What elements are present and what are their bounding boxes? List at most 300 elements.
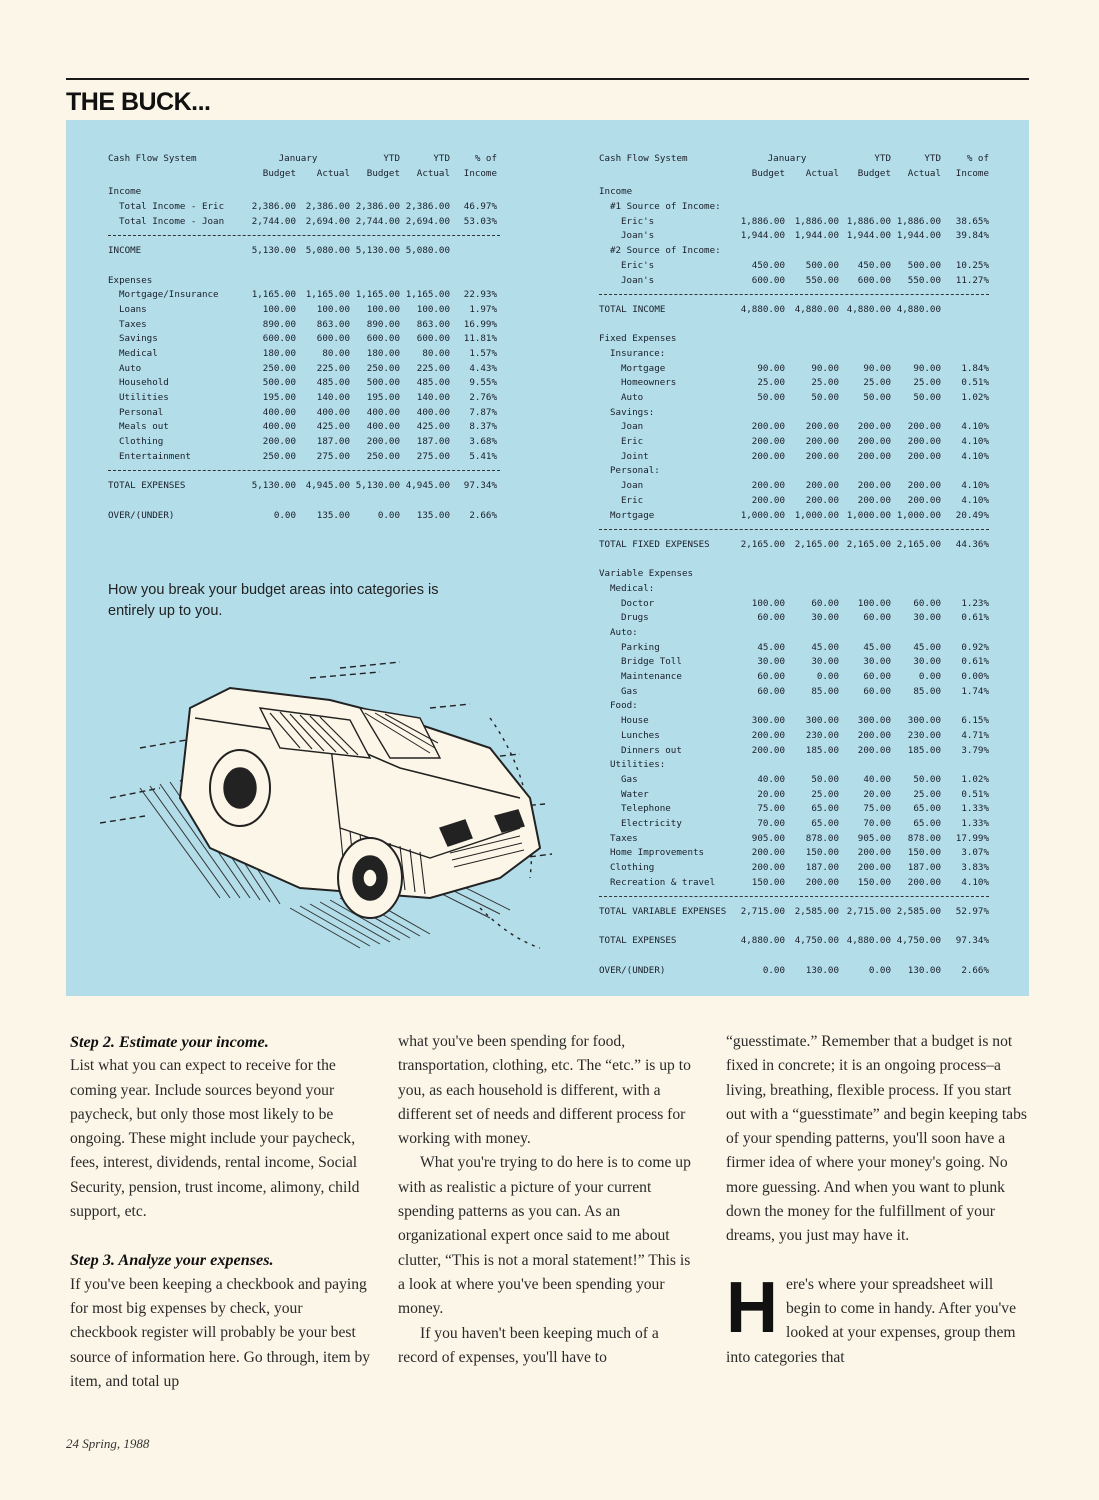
table-row [599, 582, 989, 597]
step2-heading: Step 2. Estimate your income. [70, 1033, 269, 1051]
cell-value: 200.00 [857, 744, 891, 756]
cell-value: 135.00 [316, 509, 350, 521]
table-row [599, 685, 989, 700]
cell-value: 200.00 [857, 729, 891, 741]
row-label: #1 Source of Income: [610, 201, 721, 213]
cell-value: 485.00 [316, 377, 350, 389]
row-label: Total Income - Eric [119, 201, 225, 213]
column-header: YTD [874, 153, 891, 164]
col3-paragraph-2 [726, 1267, 1028, 1370]
table-row [599, 479, 989, 494]
cell-value: 5,130.00 [251, 245, 296, 257]
table-row [599, 876, 989, 891]
table-row [599, 744, 989, 759]
cell-value: 0.00 [868, 964, 891, 976]
table-row [599, 714, 989, 729]
cell-value: 1,944.00 [896, 230, 941, 242]
row-label: Joan [621, 480, 644, 492]
table-header-row [108, 152, 500, 167]
cell-value: 2,386.00 [405, 201, 450, 213]
table-row [108, 288, 500, 303]
cell-value: 500.00 [805, 259, 839, 271]
cell-value: 45.00 [811, 641, 839, 653]
cell-value: 11.27% [955, 274, 989, 286]
cell-value: 1,165.00 [251, 289, 296, 301]
row-label: Joint [621, 450, 649, 462]
cell-value: 600.00 [416, 333, 450, 345]
cell-value: 2.66% [961, 964, 989, 976]
table-row [108, 509, 500, 524]
cell-value: 0.00 [918, 671, 941, 683]
sports-car-illustration [100, 648, 560, 978]
left-spreadsheet-table [108, 152, 500, 523]
cell-value: 425.00 [416, 421, 450, 433]
cell-value: 25.00 [811, 377, 839, 389]
table-row [599, 699, 989, 714]
cell-value: 2,744.00 [251, 215, 296, 227]
cell-value: 200.00 [751, 450, 785, 462]
cell-value: 600.00 [857, 274, 891, 286]
row-label: Homeowners [621, 377, 677, 389]
cell-value: 863.00 [316, 318, 350, 330]
cell-value: 0.00 [377, 509, 400, 521]
cell-value: 905.00 [751, 832, 785, 844]
step3-heading: Step 3. Analyze your expenses. [70, 1251, 274, 1270]
cell-value: 100.00 [416, 303, 450, 315]
cell-value: 1.23% [961, 597, 989, 609]
row-label: INCOME [108, 245, 142, 257]
cell-value: 0.00 [816, 671, 839, 683]
table-row [599, 435, 989, 450]
column-header: January [278, 153, 318, 164]
cell-value: 0.92% [961, 641, 989, 653]
cell-value: 70.00 [863, 817, 891, 829]
cell-value: 0.61% [961, 656, 989, 668]
cell-value: 200.00 [751, 480, 785, 492]
cell-value: 60.00 [757, 685, 785, 697]
column-header: % of [474, 153, 497, 164]
table-row [108, 259, 500, 274]
row-label: TOTAL VARIABLE EXPENSES [599, 906, 727, 918]
cell-value: 2,694.00 [405, 215, 450, 227]
cell-value: 45.00 [863, 641, 891, 653]
table-row [599, 259, 989, 274]
table-row [108, 435, 500, 450]
table-header-row [108, 167, 500, 182]
table-row [599, 861, 989, 876]
cell-value: 100.00 [316, 303, 350, 315]
cell-value: 485.00 [416, 377, 450, 389]
column-header: Budget [857, 167, 891, 179]
column-header: Income [955, 167, 989, 179]
cell-value: 25.00 [811, 788, 839, 800]
cell-value: 60.00 [757, 671, 785, 683]
table-row [599, 538, 989, 553]
table-row [108, 406, 500, 421]
row-label: Clothing [119, 436, 164, 448]
cell-value: 100.00 [857, 597, 891, 609]
cell-value: 1,165.00 [305, 289, 350, 301]
row-label: Food: [610, 700, 638, 712]
cell-value: 200.00 [805, 436, 839, 448]
cell-value: 450.00 [751, 259, 785, 271]
cell-value: 200.00 [907, 480, 941, 492]
cell-value: 85.00 [811, 685, 839, 697]
cell-value: 600.00 [366, 333, 400, 345]
table-row [599, 949, 989, 964]
cell-value: 5,130.00 [251, 480, 296, 492]
column-header: Budget [751, 167, 785, 179]
cell-value: 1,944.00 [846, 230, 891, 242]
cell-value: 65.00 [913, 803, 941, 815]
table-row [599, 185, 989, 200]
cell-value: 5,080.00 [305, 245, 350, 257]
cell-value: 25.00 [913, 377, 941, 389]
cell-value: 150.00 [805, 847, 839, 859]
row-label: Clothing [610, 862, 655, 873]
row-label: Taxes [119, 318, 147, 330]
cell-value: 3.83% [961, 862, 989, 873]
cell-value: 4.43% [469, 362, 497, 374]
row-label: Meals out [119, 421, 169, 433]
cell-value: 200.00 [805, 421, 839, 433]
table-row [599, 626, 989, 641]
cell-value: 20.00 [863, 788, 891, 800]
cell-value: 905.00 [857, 832, 891, 844]
row-label: TOTAL FIXED EXPENSES [599, 538, 710, 550]
cell-value: 1,000.00 [740, 509, 785, 521]
row-label: Total Income - Joan [119, 215, 225, 227]
dashed-line [599, 896, 989, 897]
cell-value: 200.00 [857, 494, 891, 506]
row-label: Insurance: [610, 347, 666, 359]
cell-value: 2.76% [469, 392, 497, 403]
row-label: Auto [119, 362, 142, 374]
cell-value: 130.00 [805, 964, 839, 976]
column-header: YTD [383, 153, 400, 164]
column-header: Budget [366, 167, 400, 179]
row-label: Variable Expenses [599, 568, 694, 580]
cell-value: 180.00 [262, 347, 296, 359]
column-header: Actual [805, 167, 839, 179]
cell-value: 200.00 [857, 421, 891, 433]
cell-value: 5,130.00 [355, 480, 400, 492]
cell-value: 4.71% [961, 729, 989, 741]
cell-value: 3.79% [961, 744, 989, 756]
table-row [108, 274, 500, 289]
cell-value: 200.00 [805, 480, 839, 492]
cell-value: 20.00 [757, 788, 785, 800]
cell-value: 4.10% [961, 436, 989, 448]
cell-value: 250.00 [262, 362, 296, 374]
top-rule [66, 78, 1029, 80]
cell-value: 4,880.00 [896, 303, 941, 315]
cell-value: 60.00 [913, 597, 941, 609]
cell-value: 1.02% [961, 392, 989, 403]
table-row [599, 773, 989, 788]
cell-value: 16.99% [463, 318, 497, 330]
cell-value: 150.00 [907, 847, 941, 859]
cell-value: 200.00 [857, 450, 891, 462]
row-label: Eric [621, 494, 644, 506]
row-label: Bridge Toll [621, 656, 682, 668]
row-label: Drugs [621, 612, 649, 624]
article-column-3 [726, 1030, 1028, 1370]
table-row [599, 362, 989, 377]
table-row [599, 509, 989, 524]
cell-value: 250.00 [262, 450, 296, 462]
row-label: Utilities [119, 392, 169, 403]
cell-value: 200.00 [751, 729, 785, 741]
table-row [599, 920, 989, 935]
table-row [599, 303, 989, 318]
cell-value: 1.02% [961, 773, 989, 785]
cell-value: 187.00 [316, 436, 350, 448]
cell-value: 200.00 [805, 876, 839, 888]
row-label: Joan's [621, 230, 655, 242]
table-row [108, 215, 500, 230]
row-label: Eric's [621, 215, 655, 227]
cell-value: 2,165.00 [794, 538, 839, 550]
cell-value: 425.00 [316, 421, 350, 433]
cell-value: 2,694.00 [305, 215, 350, 227]
row-label: Home Improvements [610, 847, 705, 859]
cell-value: 60.00 [757, 612, 785, 624]
cell-value: 50.00 [757, 392, 785, 403]
cell-value: 90.00 [913, 362, 941, 374]
cell-value: 200.00 [751, 847, 785, 859]
row-label: Utilities: [610, 759, 666, 771]
cell-value: 500.00 [907, 259, 941, 271]
cell-value: 4,750.00 [896, 935, 941, 947]
cell-value: 275.00 [416, 450, 450, 462]
cell-value: 25.00 [863, 377, 891, 389]
table-row [599, 964, 989, 979]
table-row [108, 332, 500, 347]
col2-paragraph-2: What you're trying to do here is to come up with as realistic a picture of your current spending patterns as you can. As an organizational expert once said to me about clutter, “This is not a moral statement!” This is a look at where you've been spending your money. [398, 1154, 691, 1318]
row-label: OVER/(UNDER) [599, 964, 666, 976]
cell-value: 195.00 [262, 392, 296, 403]
illustration-caption: How you break your budget areas into categories is entirely up to you. [108, 582, 439, 619]
cell-value: 2,715.00 [846, 906, 891, 918]
table-row [108, 391, 500, 406]
table-row [108, 450, 500, 465]
cell-value: 890.00 [262, 318, 296, 330]
row-label: Loans [119, 303, 147, 315]
cell-value: 400.00 [366, 421, 400, 433]
cell-value: 600.00 [262, 333, 296, 345]
cell-value: 878.00 [907, 832, 941, 844]
dashed-rule [108, 464, 500, 479]
cell-value: 200.00 [751, 494, 785, 506]
table-header-row [599, 167, 989, 182]
cell-value: 1,886.00 [794, 215, 839, 227]
cell-value: 50.00 [811, 392, 839, 403]
column-header: Actual [907, 167, 941, 179]
cell-value: 52.97% [955, 906, 989, 918]
cell-value: 3.07% [961, 847, 989, 859]
cell-value: 2,744.00 [355, 215, 400, 227]
right-spreadsheet-table [599, 152, 989, 979]
row-label: Joan [621, 421, 644, 433]
cell-value: 400.00 [316, 406, 350, 418]
cell-value: 187.00 [416, 436, 450, 448]
table-row [599, 670, 989, 685]
row-label: Expenses [108, 274, 153, 286]
cell-value: 30.00 [757, 656, 785, 668]
row-label: Parking [621, 641, 660, 653]
cell-value: 9.55% [469, 377, 497, 389]
cell-value: 200.00 [805, 494, 839, 506]
row-label: TOTAL EXPENSES [599, 935, 677, 947]
cell-value: 400.00 [262, 406, 296, 418]
row-label: Doctor [621, 597, 655, 609]
cell-value: 80.00 [322, 347, 350, 359]
cell-value: 0.00% [961, 671, 989, 683]
table-row [599, 905, 989, 920]
cell-value: 65.00 [913, 817, 941, 829]
cell-value: 3.68% [469, 436, 497, 448]
cell-value: 250.00 [366, 450, 400, 462]
cell-value: 300.00 [907, 715, 941, 727]
table-row [108, 494, 500, 509]
cell-value: 50.00 [863, 392, 891, 403]
cell-value: 30.00 [811, 612, 839, 624]
row-label: TOTAL INCOME [599, 303, 666, 315]
cell-value: 185.00 [907, 744, 941, 756]
page-folio: 24 Spring, 1988 [66, 1436, 150, 1451]
cell-value: 90.00 [811, 362, 839, 374]
cell-value: 1,944.00 [740, 230, 785, 242]
table-row [599, 817, 989, 832]
cell-value: 45.00 [757, 641, 785, 653]
column-header: Income [463, 167, 497, 179]
cell-value: 60.00 [863, 612, 891, 624]
cell-value: 300.00 [805, 715, 839, 727]
cell-value: 25.00 [913, 788, 941, 800]
cell-value: 180.00 [366, 347, 400, 359]
cell-value: 75.00 [863, 803, 891, 815]
cell-value: 4,945.00 [305, 480, 350, 492]
table-row [599, 494, 989, 509]
cell-value: 1,165.00 [355, 289, 400, 301]
column-header: Cash Flow System [599, 153, 688, 164]
cell-value: 2,165.00 [846, 538, 891, 550]
cell-value: 44.36% [955, 538, 989, 550]
table-row [599, 332, 989, 347]
cell-value: 11.81% [463, 333, 497, 345]
cell-value: 878.00 [805, 832, 839, 844]
table-row [599, 215, 989, 230]
cell-value: 200.00 [262, 436, 296, 448]
table-row [108, 185, 500, 200]
cell-value: 550.00 [805, 274, 839, 286]
cell-value: 2,585.00 [794, 906, 839, 918]
row-label: Maintenance [621, 671, 682, 683]
row-label: Fixed Expenses [599, 333, 677, 345]
row-label: Savings: [610, 406, 655, 418]
cell-value: 75.00 [757, 803, 785, 815]
cell-value: 6.15% [961, 715, 989, 727]
cell-value: 65.00 [811, 817, 839, 829]
cell-value: 1,944.00 [794, 230, 839, 242]
column-header: YTD [924, 153, 941, 164]
table-row [599, 200, 989, 215]
cell-value: 2,585.00 [896, 906, 941, 918]
row-label: Eric [621, 436, 644, 448]
cell-value: 225.00 [416, 362, 450, 374]
table-row [599, 832, 989, 847]
cell-value: 500.00 [262, 377, 296, 389]
row-label: Recreation & travel [610, 876, 716, 888]
cell-value: 97.34% [955, 935, 989, 947]
column-header: Actual [416, 167, 450, 179]
row-label: Lunches [621, 729, 660, 741]
cell-value: 50.00 [913, 392, 941, 403]
table-row [599, 450, 989, 465]
cell-value: 30.00 [913, 612, 941, 624]
cell-value: 400.00 [416, 406, 450, 418]
cell-value: 2,165.00 [896, 538, 941, 550]
row-label: Gas [621, 773, 638, 785]
table-row [599, 553, 989, 568]
row-label: OVER/(UNDER) [108, 509, 175, 521]
cell-value: 85.00 [913, 685, 941, 697]
cell-value: 53.03% [463, 215, 497, 227]
table-row [599, 611, 989, 626]
cell-value: 38.65% [955, 215, 989, 227]
cell-value: 1.33% [961, 803, 989, 815]
cell-value: 22.93% [463, 289, 497, 301]
table-row [599, 376, 989, 391]
cell-value: 17.99% [955, 832, 989, 844]
cell-value: 90.00 [863, 362, 891, 374]
cell-value: 4.10% [961, 480, 989, 492]
cell-value: 200.00 [857, 480, 891, 492]
cell-value: 250.00 [366, 362, 400, 374]
cell-value: 7.87% [469, 406, 497, 418]
cell-value: 10.25% [955, 259, 989, 271]
cell-value: 1.33% [961, 817, 989, 829]
cell-value: 275.00 [316, 450, 350, 462]
cell-value: 187.00 [805, 862, 839, 873]
cell-value: 4.10% [961, 876, 989, 888]
table-row [108, 420, 500, 435]
cell-value: 185.00 [805, 744, 839, 756]
cell-value: 150.00 [857, 876, 891, 888]
cell-value: 600.00 [751, 274, 785, 286]
cell-value: 4,880.00 [794, 303, 839, 315]
cell-value: 5,130.00 [355, 245, 400, 257]
table-row [599, 729, 989, 744]
cell-value: 0.61% [961, 612, 989, 624]
cell-value: 200.00 [857, 862, 891, 873]
step3-paragraph: If you've been keeping a checkbook and paying for most big expenses by check, your checkbook register will probably be your best source of information here. Go through, item by item, and total up [70, 1275, 371, 1390]
row-label: Personal [119, 406, 164, 418]
cell-value: 200.00 [751, 862, 785, 873]
cell-value: 90.00 [757, 362, 785, 374]
table-row [108, 303, 500, 318]
cell-value: 65.00 [811, 803, 839, 815]
cell-value: 100.00 [366, 303, 400, 315]
row-label: Dinners out [621, 744, 682, 756]
col3-paragraph-1: “guesstimate.” Remember that a budget is not fixed in concrete; it is an ongoing process–a living, breathing, flexible process. If you start out with a “guesstimate” and begin keeping tabs of your spending patterns, you'll soon have a firmer idea of where your money's going. No more guessing. And when you want to plunk down the money for the fulfillment of your dreams, you just may have it. [726, 1033, 1027, 1245]
column-header: January [767, 153, 807, 164]
row-label: Entertainment [119, 450, 191, 462]
row-label: Personal: [610, 465, 660, 477]
cell-value: 0.00 [762, 964, 785, 976]
cell-value: 4,880.00 [740, 303, 785, 315]
